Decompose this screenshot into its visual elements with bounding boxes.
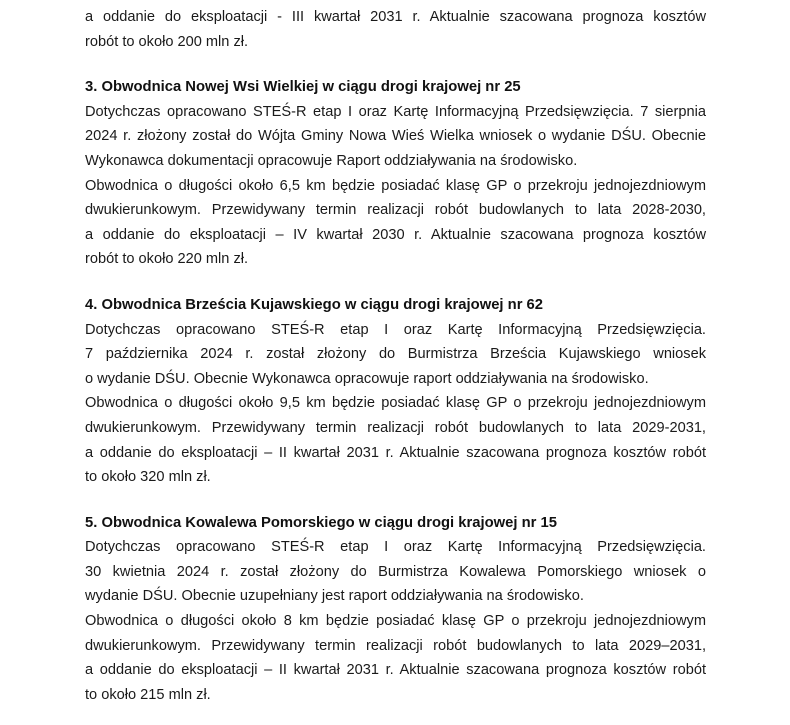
- paragraph: [85, 609, 706, 707]
- paragraph: [85, 100, 706, 174]
- text-line: Obwodnica o długości około 9,5 km będzie posiadać klasę GP o przekroju jednojezdniowym: [85, 395, 706, 412]
- text-line: 2024 r. złożony został do Wójta Gminy Nowa Wieś Wielka wniosek o wydanie DŚU. Obecnie: [85, 128, 706, 145]
- text-line: to około 215 mln zł.: [85, 686, 211, 703]
- text-line: Obwodnica o długości około 8 km będzie posiadać klasę GP o przekroju jednojezdniowym: [85, 613, 706, 630]
- text-line: Dotychczas opracowano STEŚ-R etap I oraz Kartę Informacyjną Przedsięwzięcia.: [85, 321, 706, 338]
- section-obwodnica-nowej-wsi-wielkiej: [85, 75, 706, 272]
- section-heading: 5. Obwodnica Kowalewa Pomorskiego w ciągu drogi krajowej nr 15: [85, 514, 557, 531]
- text-line: dwukierunkowym. Przewidywany termin realizacji robót budowlanych to lata 2028-2030,: [85, 202, 706, 219]
- text-line: robót to około 220 mln zł.: [85, 251, 249, 268]
- text-line: 7 października 2024 r. został złożony do Burmistrza Brześcia Kujawskiego wniosek: [85, 346, 706, 363]
- text-line: a oddanie do eksploatacji – II kwartał 2031 r. Aktualnie szacowana prognoza kosztów robót: [85, 662, 706, 679]
- text-line: a oddanie do eksploatacji – II kwartał 2031 r. Aktualnie szacowana prognoza kosztów robót: [85, 444, 706, 461]
- section-obwodnica-brzescia-kujawskiego: [85, 293, 706, 490]
- text-line: dwukierunkowym. Przewidywany termin realizacji robót budowlanych to lata 2029–2031,: [85, 637, 706, 654]
- text-line: Dotychczas opracowano STEŚ-R etap I oraz Kartę Informacyjną Przedsięwzięcia.: [85, 539, 706, 556]
- paragraph: [85, 174, 706, 272]
- section-heading: 3. Obwodnica Nowej Wsi Wielkiej w ciągu drogi krajowej nr 25: [85, 79, 521, 96]
- section-heading: 4. Obwodnica Brześcia Kujawskiego w ciągu drogi krajowej nr 62: [85, 296, 544, 313]
- text-line: robót to około 200 mln zł.: [85, 33, 249, 50]
- text-line: Obwodnica o długości około 6,5 km będzie posiadać klasę GP o przekroju jednojezdniowym: [85, 177, 706, 194]
- text-line: a oddanie do eksploatacji – IV kwartał 2030 r. Aktualnie szacowana prognoza kosztów: [85, 226, 706, 243]
- paragraph: [85, 535, 706, 609]
- paragraph: [85, 318, 706, 392]
- paragraph-intro-fragment: [85, 5, 706, 54]
- text-line: to około 320 mln zł.: [85, 469, 211, 486]
- section-obwodnica-kowalewa-pomorskiego: [85, 511, 706, 708]
- text-line: dwukierunkowym. Przewidywany termin realizacji robót budowlanych to lata 2029-2031,: [85, 419, 706, 436]
- text-line: Wykonawca dokumentacji opracowuje Raport oddziaływania na środowisko.: [85, 152, 578, 169]
- text-line: a oddanie do eksploatacji - III kwartał 2031 r. Aktualnie szacowana prognoza kosztów: [85, 9, 706, 25]
- text-line: o wydanie DŚU. Obecnie Wykonawca opracowuje raport oddziaływania na środowisko.: [85, 370, 649, 387]
- text-line: 30 kwietnia 2024 r. został złożony do Burmistrza Kowalewa Pomorskiego wniosek o: [85, 563, 706, 580]
- text-line: Dotychczas opracowano STEŚ-R etap I oraz Kartę Informacyjną Przedsięwzięcia. 7 sierpnia: [85, 103, 706, 120]
- paragraph: [85, 391, 706, 489]
- text-line: wydanie DŚU. Obecnie uzupełniany jest raport oddziaływania na środowisko.: [85, 588, 584, 605]
